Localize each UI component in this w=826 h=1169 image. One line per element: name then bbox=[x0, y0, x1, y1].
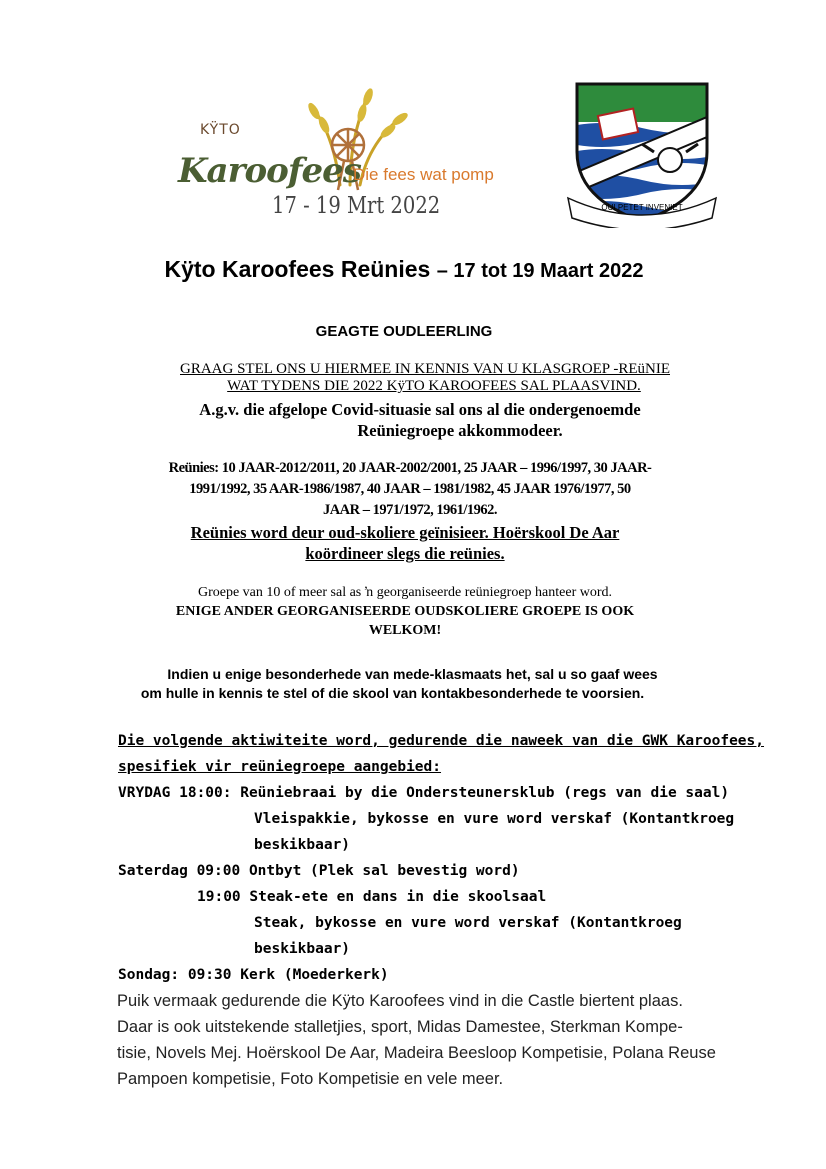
schedule-line: 19:00 Steak-ete en dans in die skoolsaal bbox=[197, 889, 547, 905]
schedule-line: Sondag: 09:30 Kerk (Moederkerk) bbox=[118, 967, 389, 983]
organised-note bbox=[110, 522, 700, 564]
groups-line: ENIGE ANDER GEORGANISEERDE OUDSKOLIERE GROEPE IS OOK bbox=[175, 604, 635, 619]
page-title bbox=[0, 256, 808, 283]
organised-line: koördineer slegs die reünies. bbox=[305, 544, 505, 563]
activities-heading bbox=[118, 728, 764, 780]
title-dates: – 17 tot 19 Maart 2022 bbox=[436, 260, 644, 282]
intro-paragraph bbox=[110, 361, 740, 395]
schedule-line: beskikbaar) bbox=[254, 837, 351, 853]
contact-request bbox=[110, 665, 715, 703]
greeting: GEAGTE OUDLEERLING bbox=[315, 323, 493, 340]
covid-line: Reüniegroepe akkommodeer. bbox=[357, 421, 563, 440]
school-crest bbox=[562, 82, 722, 228]
closing-line: tisie, Novels Mej. Hoërskool De Aar, Madeira Beesloop Kompetisie, Polana Reuse bbox=[117, 1044, 716, 1062]
reunion-groups bbox=[110, 458, 710, 521]
schedule-line: beskikbaar) bbox=[254, 941, 351, 957]
closing-paragraph bbox=[117, 988, 777, 1092]
covid-paragraph bbox=[110, 399, 730, 441]
reunion-line: JAAR – 1971/1972, 1961/1962. bbox=[322, 502, 498, 518]
festival-logo bbox=[150, 85, 510, 225]
logo-brand-small: KŸTO bbox=[200, 122, 241, 138]
groups-note: Groepe van 10 of meer sal as ŉ georganiseerde reüniegroep hanteer word. bbox=[197, 585, 613, 600]
contact-line: Indien u enige besonderhede van mede-klasmaats het, sal u so gaaf wees bbox=[167, 666, 658, 682]
intro-line: WAT TYDENS DIE 2022 KÿTO KAROOFEES SAL PLAASVIND. bbox=[227, 378, 641, 394]
logo-dates: 17 - 19 Mrt 2022 bbox=[272, 193, 441, 219]
schedule-line: Saterdag 09:00 Ontbyt (Plek sal bevestig word) bbox=[118, 863, 520, 879]
closing-line: Daar is ook uitstekende stalletjies, sport, Midas Damestee, Sterkman Kompe- bbox=[117, 1018, 683, 1036]
closing-line: Pampoen kompetisie, Foto Kompetisie en vele meer. bbox=[117, 1070, 504, 1088]
groups-line: WELKOM! bbox=[368, 623, 442, 638]
logo-brand: Karoofees bbox=[178, 151, 361, 191]
groups-welcome bbox=[110, 602, 700, 640]
reunion-line: Reünies: 10 JAAR-2012/2011, 20 JAAR-2002/2001, 25 JAAR – 1996/1997, 30 JAAR- bbox=[168, 460, 652, 476]
activities-heading-line: spesifiek vir reüniegroepe aangebied: bbox=[118, 759, 442, 775]
covid-line: A.g.v. die afgelope Covid-situasie sal ons al die ondergenoemde bbox=[199, 400, 641, 419]
closing-line: Puik vermaak gedurende die Kÿto Karoofees vind in die Castle biertent plaas. bbox=[117, 992, 683, 1010]
schedule-line: Steak, bykosse en vure word verskaf (Kontantkroeg bbox=[254, 915, 682, 931]
organised-line: Reünies word deur oud-skoliere geïnisieer. Hoërskool De Aar bbox=[190, 523, 620, 542]
schedule-line: Vleispakkie, bykosse en vure word verskaf (Kontantkroeg bbox=[254, 811, 735, 827]
logo-tagline: Die fees wat pomp bbox=[353, 165, 494, 184]
reunion-line: 1991/1992, 35 AAR-1986/1987, 40 JAAR – 1981/1982, 45 JAAR 1976/1977, 50 bbox=[189, 481, 631, 497]
activities-heading-line: Die volgende aktiwiteite word, gedurende die naweek van die GWK Karoofees, bbox=[118, 733, 765, 749]
schedule-line: VRYDAG 18:00: Reüniebraai by die Ondersteunersklub (regs van die saal) bbox=[118, 785, 730, 801]
contact-line: om hulle in kennis te stel of die skool van kontakbesonderhede te voorsien. bbox=[140, 685, 645, 701]
intro-line: GRAAG STEL ONS U HIERMEE IN KENNIS VAN U KLASGROEP -REüNIE bbox=[180, 361, 670, 377]
title-main: Kÿto Karoofees Reünies bbox=[164, 256, 437, 282]
crest-motto: QUI PETET INVENIET bbox=[601, 203, 683, 212]
